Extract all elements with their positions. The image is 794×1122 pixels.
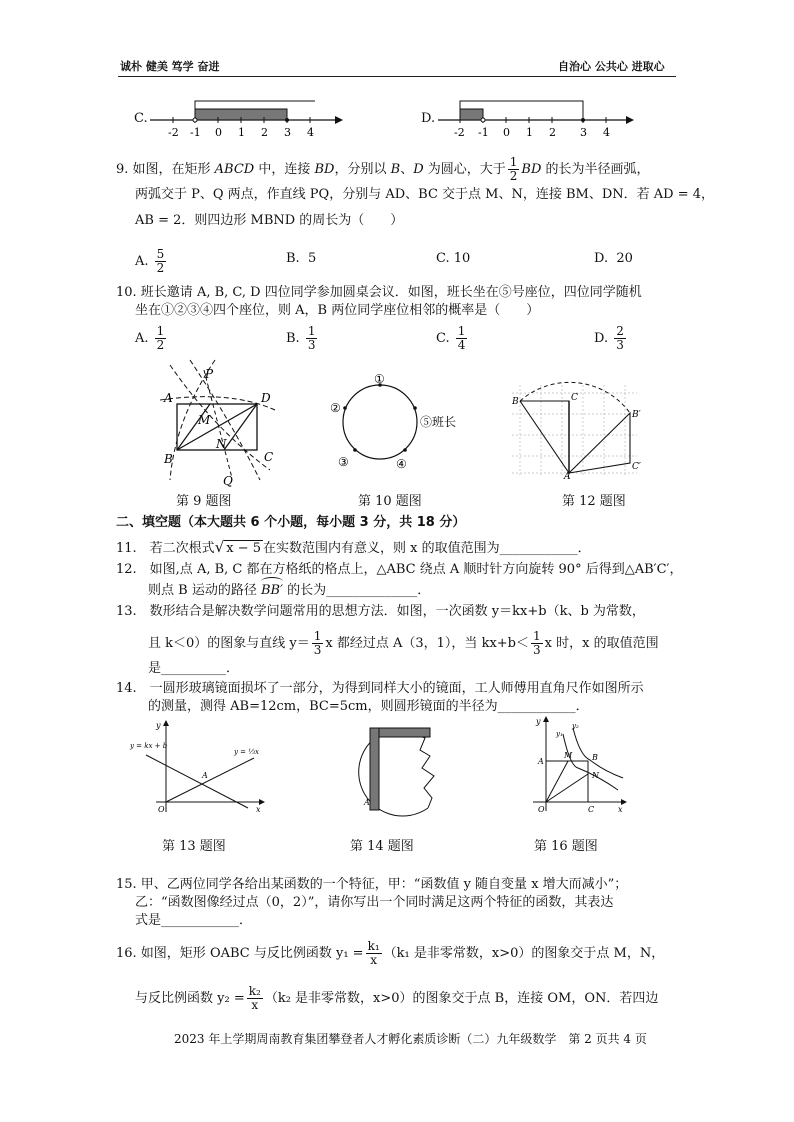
fig13-o: O bbox=[158, 805, 165, 814]
fig16-m: M bbox=[564, 751, 573, 760]
section-2-title: 二、填空题（本大题共 6 个小题，每小题 3 分，共 18 分） bbox=[116, 515, 466, 530]
q13-line3: 是__________． bbox=[148, 661, 240, 676]
fig9-label-d: D bbox=[261, 391, 271, 405]
fig9-label-c: C bbox=[264, 450, 274, 464]
tick-c-2: -1 bbox=[190, 126, 201, 139]
fig12-label-b: B bbox=[512, 397, 519, 407]
fig9-label-a: A bbox=[164, 391, 173, 405]
fig16-o: O bbox=[538, 805, 545, 814]
q10-option-c: C. $\frac{1}{4}$ bbox=[436, 324, 466, 352]
fig13-y: y bbox=[156, 721, 161, 730]
fig14-a: A bbox=[364, 798, 370, 807]
tick-d-2: -1 bbox=[478, 126, 489, 139]
q9-line2: 两弧交于 P、Q 两点，作直线 PQ，分别与 AD、BC 交于点 M、N，连接 BM、DN．若 AD = 4， bbox=[135, 187, 715, 202]
figure-10 bbox=[330, 372, 457, 472]
fig10-seat-3: ③ bbox=[338, 455, 349, 469]
tick-d-1: -2 bbox=[454, 126, 465, 139]
fig10-seat-4: ④ bbox=[396, 457, 407, 471]
fig16-c: C bbox=[588, 805, 595, 814]
q15-line1: 15. 甲、乙两位同学各给出某函数的一个特征，甲：“函数值 y 随自变量 x 增大而减小”； bbox=[116, 877, 628, 892]
fig16-b: B bbox=[592, 753, 598, 762]
tick-c-5: 2 bbox=[261, 126, 268, 139]
q12-line1: 12. 如图,点 A, B, C 都在方格纸的格点上，△ABC 绕点 A 顺时针方向旋转 90° 后得到△AB′C′， bbox=[116, 562, 683, 577]
fig12-caption: 第 12 题图 bbox=[562, 494, 626, 509]
tick-c-4: 1 bbox=[238, 126, 245, 139]
q10-option-a: A. $\frac{1}{2}$ bbox=[135, 324, 165, 352]
fig12-label-a: A bbox=[564, 472, 571, 482]
q13-line1: 13. 数形结合是解决数学问题常用的思想方法．如图，一次函数 y＝kx+b（k、b 为常数， bbox=[116, 604, 645, 619]
fig16-caption: 第 16 题图 bbox=[534, 839, 598, 854]
fig16-y1: y₁ bbox=[556, 730, 563, 738]
fig10-seat-5: ⑤班长 bbox=[420, 415, 457, 429]
tick-d-5: 2 bbox=[549, 126, 556, 139]
fig13-caption: 第 13 题图 bbox=[162, 839, 226, 854]
figure-12 bbox=[512, 385, 652, 480]
q15-line3: 式是____________． bbox=[135, 913, 253, 928]
q13-line2: 且 k＜0）的图象与直线 y＝ $\frac{1}{3}$ x 都经过点 A（3，1），当 kx+b＜ $\frac{1}{3}$ x 时，x 的取值范围 bbox=[148, 629, 659, 657]
fig9-caption: 第 9 题图 bbox=[176, 494, 232, 509]
fig16-y2: y₂ bbox=[572, 722, 579, 730]
fig9-label-m: M bbox=[198, 413, 211, 427]
fig10-seat-1: ① bbox=[374, 372, 385, 386]
fig13-line1: y = kx + b bbox=[130, 742, 168, 750]
q16-line1: 16. 如图，矩形 OABC 与反比例函数 y₁ = $\frac{\text{k₁}}{x}$ （k₁ 是非零常数，x>0）的图象交于点 M，N， bbox=[116, 939, 665, 967]
q10-option-d: D. $\frac{2}{3}$ bbox=[594, 324, 624, 352]
tick-d-3: 0 bbox=[503, 126, 510, 139]
fig13-a: A bbox=[202, 771, 208, 780]
q10-option-b: B. $\frac{1}{3}$ bbox=[286, 324, 316, 352]
q10-line2: 坐在①②③④四个座位，则 A，B 两位同学座位相邻的概率是（ ） bbox=[135, 303, 540, 318]
option-d-label: D. bbox=[421, 111, 436, 126]
figure-13 bbox=[126, 720, 271, 815]
header-left: 诚朴 健美 笃学 奋进 bbox=[120, 60, 220, 73]
tick-c-3: 0 bbox=[215, 126, 222, 139]
q9-line3: AB = 2．则四边形 MBND 的周长为（ ） bbox=[135, 213, 404, 228]
q11-radicand: x − 5 bbox=[226, 541, 262, 556]
q9-option-a: A. $\frac{5}{2}$ bbox=[135, 247, 165, 275]
q14-line1: 14. 一圆形玻璃镜面损坏了一部分，为得到同样大小的镜面，工人师傅用直角尺作如图所示 bbox=[116, 681, 644, 696]
q9-line1: 9. 如图，在矩形 ABCD 中，连接 BD，分别以 B、D 为圆心，大于 $\frac{1}{2}$ BD 的长为半径画弧， bbox=[116, 155, 650, 183]
fig16-y: y bbox=[536, 717, 541, 726]
fig13-x: x bbox=[256, 805, 261, 814]
tick-c-1: -2 bbox=[168, 126, 179, 139]
fig9-label-q: Q bbox=[223, 474, 233, 488]
header-right: 自治心 公共心 进取心 bbox=[558, 60, 665, 73]
q12-line2: 则点 B 运动的路径 BB′ 的长为______________． bbox=[148, 582, 430, 600]
figure-16 bbox=[508, 716, 633, 816]
tick-d-4: 1 bbox=[526, 126, 533, 139]
header-rule bbox=[118, 76, 676, 77]
q9-option-b: B. 5 bbox=[286, 251, 317, 266]
fig16-n: N bbox=[592, 771, 599, 780]
tick-d-6: 3 bbox=[580, 126, 587, 139]
footer: 2023 年上学期周南教育集团攀登者人才孵化素质诊断（二）九年级数学 第 2 页共 4 页 bbox=[174, 1032, 647, 1046]
q16-line2: 与反比例函数 y₂ = $\frac{\text{k₂}}{x}$ （k₂ 是非零常数，x>0）的图象交于点 B，连接 OM，ON．若四边 bbox=[135, 984, 659, 1012]
fig10-seat-2: ② bbox=[330, 401, 341, 415]
q9-option-d: D. 20 bbox=[594, 251, 633, 266]
fig9-label-n: N bbox=[216, 437, 227, 451]
q11-line: 11. 若二次根式√ x − 5 在实数范围内有意义，则 x 的取值范围为____________． bbox=[116, 538, 591, 556]
fig12-label-c: C bbox=[571, 393, 578, 403]
fig14-caption: 第 14 题图 bbox=[350, 839, 414, 854]
figure-14 bbox=[350, 718, 450, 823]
q10-line1: 10. 班长邀请 A, B, C, D 四位同学参加圆桌会议．如图，班长坐在⑤号座位，四位同学随机 bbox=[116, 285, 642, 300]
q12-arc: BB′ bbox=[261, 582, 283, 600]
fig13-line2: y = ⅓x bbox=[234, 748, 260, 756]
tick-c-6: 3 bbox=[284, 126, 291, 139]
q9-fraction: $\frac{1}{2}$ bbox=[509, 155, 518, 183]
fig16-x: x bbox=[618, 805, 623, 814]
fig12-label-bp: B′ bbox=[632, 410, 641, 420]
tick-d-7: 4 bbox=[603, 126, 610, 139]
option-c-label: C. bbox=[134, 111, 148, 126]
tick-c-7: 4 bbox=[307, 126, 314, 139]
q9-option-c: C. 10 bbox=[436, 251, 471, 266]
fig16-a: A bbox=[538, 757, 544, 766]
fig10-caption: 第 10 题图 bbox=[358, 494, 422, 509]
fig12-label-cp: C′ bbox=[632, 462, 641, 472]
number-line-c bbox=[150, 95, 350, 140]
figure-9 bbox=[160, 360, 290, 490]
q14-line2: 的测量，测得 AB=12cm，BC=5cm，则圆形镜面的半径为____________． bbox=[148, 699, 589, 714]
q15-line2: 乙：“函数图像经过点（0，2）”，请你写出一个同时满足这两个特征的函数，其表达 bbox=[135, 895, 614, 910]
fig9-label-b: B bbox=[164, 452, 173, 466]
fig9-label-p: P bbox=[205, 367, 214, 381]
number-line-d bbox=[438, 95, 638, 140]
